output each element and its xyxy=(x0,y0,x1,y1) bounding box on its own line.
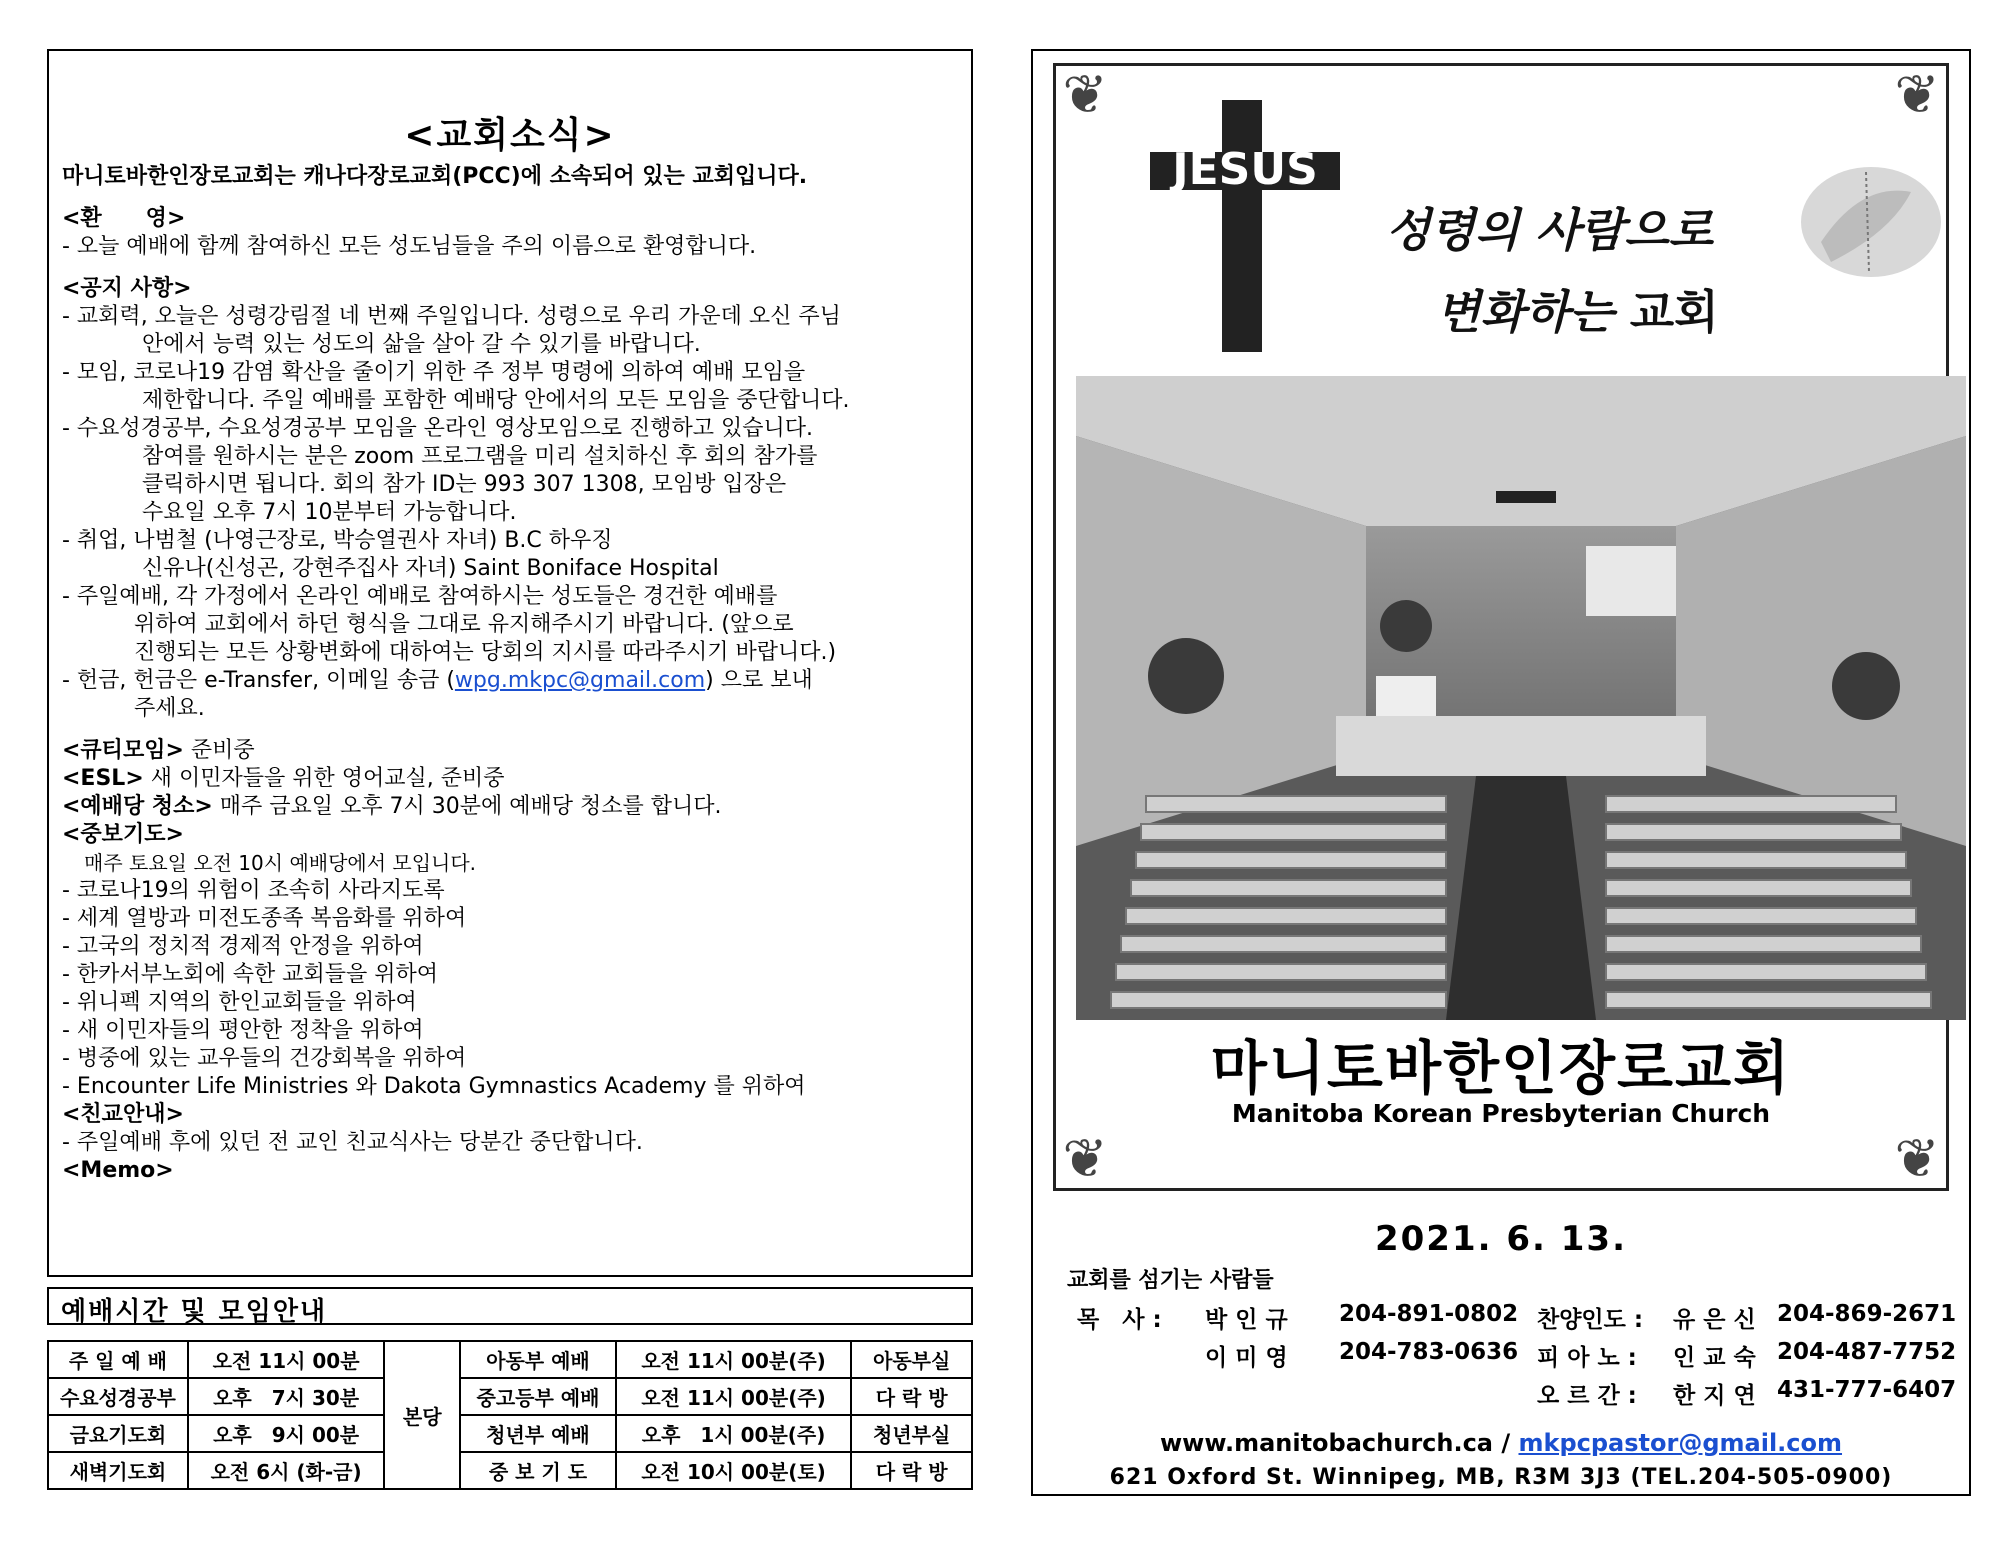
meeting-name: 청년부 예배 xyxy=(460,1415,616,1452)
intro-text: 마니토바한인장로교회는 캐나다장로교회(PCC)에 소속되어 있는 교회입니다. xyxy=(62,164,808,189)
slogan-line-1: 성령의 사람으로 xyxy=(1386,203,1714,257)
service-name: 주 일 예 배 xyxy=(48,1341,188,1378)
notice-line: - 수요성경공부, 수요성경공부 모임을 온라인 영상모임으로 진행하고 있습니다. xyxy=(62,416,813,441)
bulletin-date: 2021. 6. 13. xyxy=(1374,1219,1628,1259)
worship-row xyxy=(48,1341,972,1378)
esl-text: 새 이민자들을 위한 영어교실, 준비중 xyxy=(143,766,505,791)
praise-leader-phone: 204-869-2671 xyxy=(1777,1301,1957,1327)
pianist-name: 인 교 숙 xyxy=(1673,1345,1756,1371)
praise-leader-name: 유 은 신 xyxy=(1673,1307,1756,1333)
worship-row xyxy=(48,1452,972,1489)
meeting-place: 청년부실 xyxy=(851,1415,972,1452)
worship-row xyxy=(48,1415,972,1452)
meeting-name: 중 보 기 도 xyxy=(460,1452,616,1489)
church-address: 621 Oxford St. Winnipeg, MB, R3M 3J3 (TEL.204-505-0900) xyxy=(1109,1465,1893,1490)
bulletin-cover xyxy=(1031,49,1971,1496)
meeting-name: 중고등부 예배 xyxy=(460,1378,616,1415)
meeting-time: 오전 11시 00분(주) xyxy=(616,1341,852,1378)
esl-line xyxy=(62,765,961,793)
slogan-line-2 xyxy=(1436,276,1719,342)
fellowship-text: - 주일예배 후에 있던 전 교인 친교식사는 당분간 중단합니다. xyxy=(62,1130,643,1155)
pastor-2-name: 이 미 영 xyxy=(1205,1345,1288,1371)
news-body xyxy=(62,163,961,1185)
church-name-korean: 마니토바한인장로교회 xyxy=(1210,1034,1792,1102)
notice-line: 위하여 교회에서 하던 형식을 그대로 유지해주시기 바랍니다. (앞으로 xyxy=(134,612,794,637)
pastor-email-link[interactable]: mkpcpastor@gmail.com xyxy=(1518,1429,1843,1457)
qt-heading: <큐티모임> xyxy=(62,738,184,763)
organist-name: 한 지 연 xyxy=(1673,1383,1756,1409)
church-news-panel xyxy=(47,49,973,1277)
ornament-icon: ❦ xyxy=(1062,63,1108,126)
clean-heading: <예배당 청소> xyxy=(62,794,213,819)
meeting-time: 오전 10시 00분(토) xyxy=(616,1452,852,1489)
notice-line: 신유나(신성곤, 강현주집사 자녀) Saint Boniface Hospital xyxy=(142,556,719,581)
sanctuary-photo xyxy=(1076,376,1966,1020)
welcome-text: - 오늘 예배에 함께 참여하신 모든 성도님들을 주의 이름으로 환영합니다. xyxy=(62,234,757,259)
ornament-icon: ❦ xyxy=(1894,63,1940,126)
service-time: 오후 9시 00분 xyxy=(188,1415,385,1452)
notice-line: 참여를 원하시는 분은 zoom 프로그램을 미리 설치하신 후 회의 참가를 xyxy=(142,444,818,469)
notice-line: - 교회력, 오늘은 성령강림절 네 번째 주일입니다. 성령으로 우리 가운데 오신 주님 xyxy=(62,304,841,329)
notice-line xyxy=(62,667,961,695)
meeting-time: 오후 1시 00분(주) xyxy=(616,1415,852,1452)
notice-line: 주세요. xyxy=(134,696,205,721)
offering-email-link[interactable]: wpg.mkpc@gmail.com xyxy=(454,668,706,693)
memo-heading: <Memo> xyxy=(62,1158,174,1183)
prayer-item: - 고국의 정치적 경제적 안정을 위하여 xyxy=(62,934,424,959)
service-time: 오전 11시 00분 xyxy=(188,1341,385,1378)
prayer-item: - 코로나19의 위험이 조속히 사라지도록 xyxy=(62,878,445,903)
prayer-item: - 새 이민자들의 평안한 정착을 위하여 xyxy=(62,1018,424,1043)
website-link[interactable]: www.manitobachurch.ca xyxy=(1159,1429,1494,1457)
separator: / xyxy=(1493,1429,1519,1457)
notice-line: 진행되는 모든 상황변화에 대하여는 당회의 지시를 따라주시기 바랍니다.) xyxy=(134,640,837,665)
meeting-name: 아동부 예배 xyxy=(460,1341,616,1378)
prayer-subtitle: 매주 토요일 오전 10시 예배당에서 모입니다. xyxy=(84,851,477,875)
meeting-place: 아동부실 xyxy=(851,1341,972,1378)
pastor-label: 목 사 : xyxy=(1077,1307,1162,1333)
service-time: 오전 6시 (화-금) xyxy=(188,1452,385,1489)
meeting-place: 다 락 방 xyxy=(851,1378,972,1415)
worship-schedule-header xyxy=(47,1287,973,1325)
service-time: 오후 7시 30분 xyxy=(188,1378,385,1415)
piano-label: 피 아 노 : xyxy=(1537,1345,1637,1371)
prayer-heading: <중보기도> xyxy=(62,822,184,847)
praise-label: 찬양인도 : xyxy=(1537,1307,1644,1333)
clean-text: 매주 금요일 오후 7시 30분에 예배당 청소를 합니다. xyxy=(212,794,722,819)
notice-line: 안에서 능력 있는 성도의 삶을 살아 갈 수 있기를 바랍니다. xyxy=(142,332,701,357)
slogan-part-bold: 교회 xyxy=(1629,285,1719,339)
welcome-heading: <환 영> xyxy=(62,206,186,231)
organist-phone: 431-777-6407 xyxy=(1777,1377,1957,1403)
worship-schedule-title: 예배시간 및 모임안내 xyxy=(61,1297,328,1327)
pastor-1-name: 박 인 규 xyxy=(1205,1307,1288,1333)
fellowship-heading: <친교안내> xyxy=(62,1102,184,1127)
praying-hands-image xyxy=(1791,152,1941,292)
notice-line: - 주일예배, 각 가정에서 온라인 예배로 참여하시는 성도들은 경건한 예배를 xyxy=(62,584,778,609)
service-name: 수요성경공부 xyxy=(48,1378,188,1415)
church-name-english: Manitoba Korean Presbyterian Church xyxy=(1231,1099,1771,1128)
organ-label: 오 르 간 : xyxy=(1537,1383,1637,1409)
service-name: 금요기도회 xyxy=(48,1415,188,1452)
pastor-1-phone: 204-891-0802 xyxy=(1339,1301,1519,1327)
prayer-item: - 위니펙 지역의 한인교회들을 위하여 xyxy=(62,990,417,1015)
prayer-item: - Encounter Life Ministries 와 Dakota Gymnastics Academy 를 위하여 xyxy=(62,1074,806,1099)
ornament-icon: ❦ xyxy=(1894,1127,1940,1190)
pianist-phone: 204-487-7752 xyxy=(1777,1339,1957,1365)
worship-row xyxy=(48,1378,972,1415)
notice-line: 클릭하시면 됩니다. 회의 참가 ID는 993 307 1308, 모임방 입장은 xyxy=(142,472,787,497)
notice-line: 수요일 오후 7시 10분부터 가능합니다. xyxy=(142,500,517,525)
notice-line: - 취업, 나범철 (나영근장로, 박승열권사 자녀) B.C 하우징 xyxy=(62,528,613,553)
news-title: <교회소식> xyxy=(404,115,616,156)
prayer-item: - 한카서부노회에 속한 교회들을 위하여 xyxy=(62,962,438,987)
prayer-list xyxy=(62,877,961,1101)
slogan-part: 변화하는 xyxy=(1436,285,1630,339)
offering-text-end: ) 으로 보내 xyxy=(705,668,813,693)
meeting-place: 다 락 방 xyxy=(851,1452,972,1489)
logo-text: JESUS xyxy=(1172,144,1318,195)
notice-line: 제한합니다. 주일 예배를 포함한 예배당 안에서의 모든 모임을 중단합니다. xyxy=(142,388,850,413)
jesus-cross-logo xyxy=(1150,100,1340,352)
worship-schedule-table xyxy=(47,1340,973,1490)
notice-heading: <공지 사항> xyxy=(62,276,192,301)
staff-heading: 교회를 섬기는 사람들 xyxy=(1067,1268,1274,1293)
prayer-item: - 병중에 있는 교우들의 건강회복을 위하여 xyxy=(62,1046,467,1071)
contact-web xyxy=(1033,1429,1969,1457)
esl-heading: <ESL> xyxy=(62,766,144,791)
qt-text: 준비중 xyxy=(183,738,255,763)
clean-line xyxy=(62,793,961,821)
pastor-2-phone: 204-783-0636 xyxy=(1339,1339,1519,1365)
service-name: 새벽기도회 xyxy=(48,1452,188,1489)
qt-line xyxy=(62,737,961,765)
offering-text: - 헌금, 헌금은 e-Transfer, 이메일 송금 ( xyxy=(62,668,455,693)
meeting-time: 오전 11시 00분(주) xyxy=(616,1378,852,1415)
notice-line: - 모임, 코로나19 감염 확산을 줄이기 위한 주 정부 명령에 의하여 예배 모임을 xyxy=(62,360,806,385)
service-place-main: 본당 xyxy=(384,1341,460,1489)
prayer-item: - 세계 열방과 미전도종족 복음화를 위하여 xyxy=(62,906,467,931)
ornament-icon: ❦ xyxy=(1062,1127,1108,1190)
